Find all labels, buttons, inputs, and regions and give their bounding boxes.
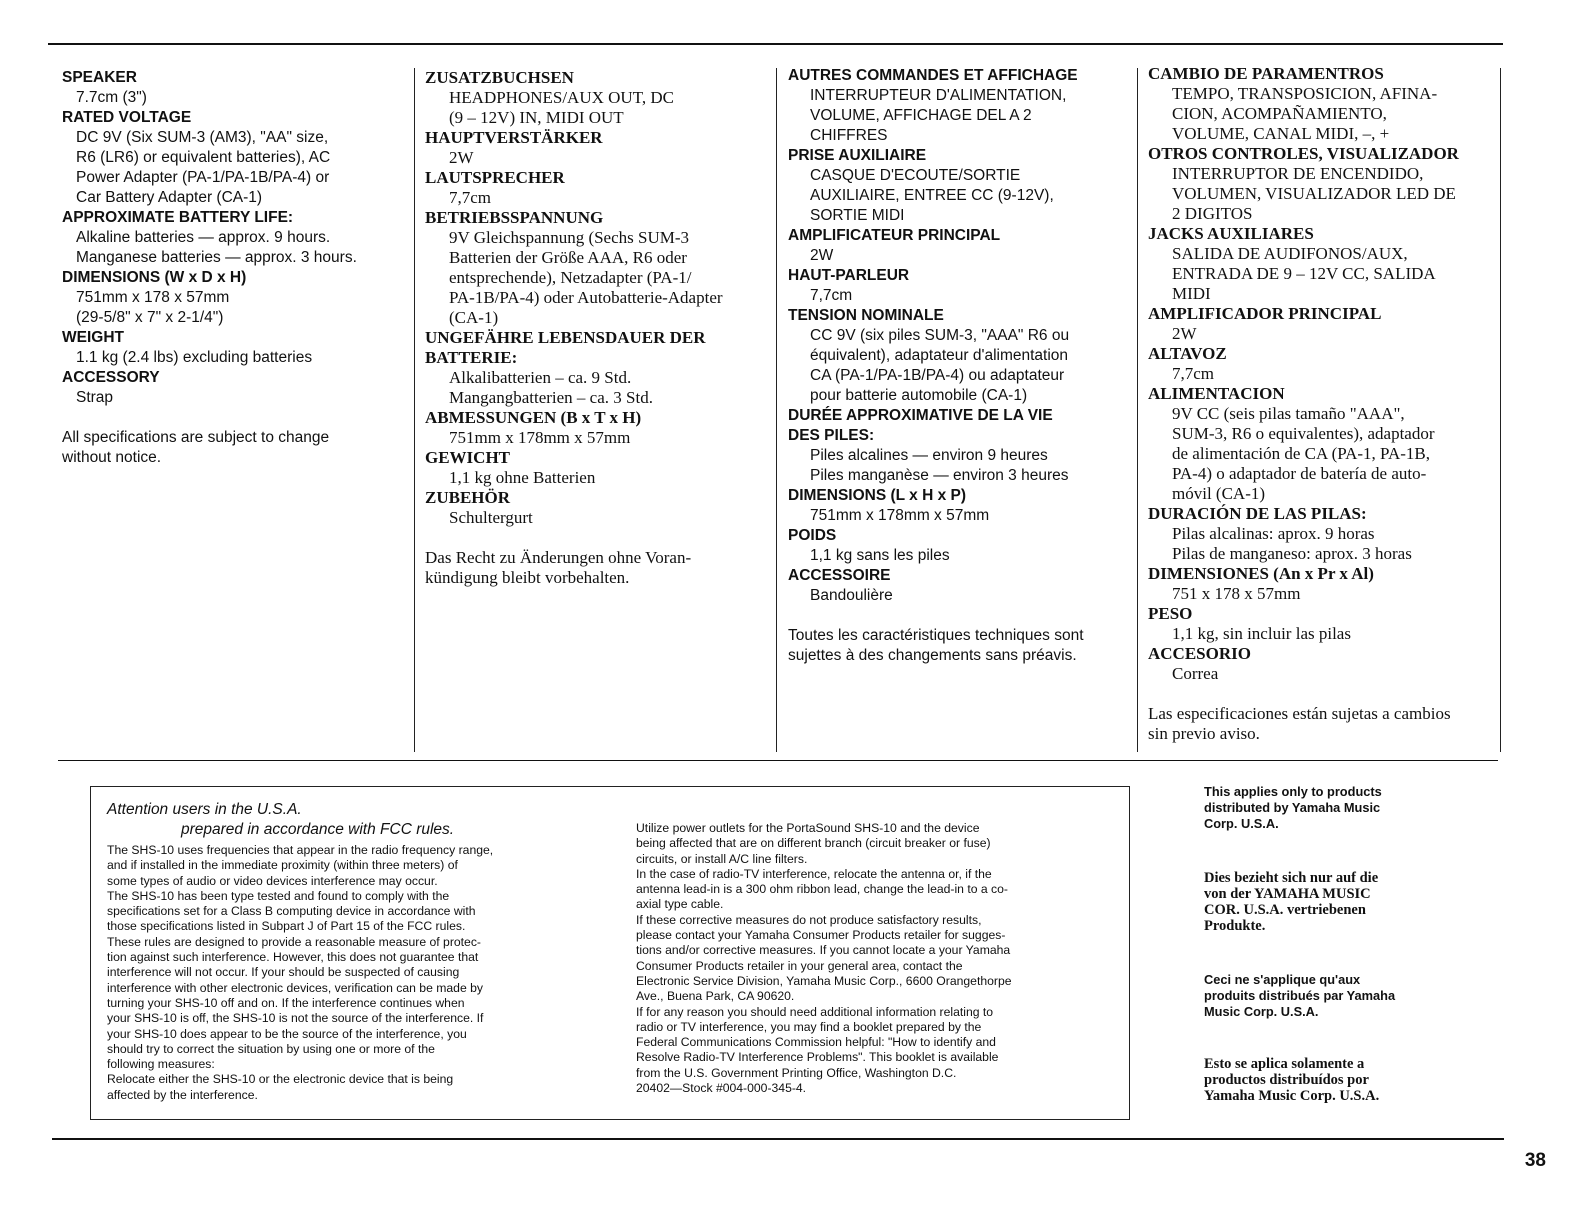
bottom-rule: [52, 1138, 1504, 1140]
spec-note: Las especificaciones están sujetas a cambios sin previo aviso.: [1148, 704, 1451, 743]
spec-entry: [1148, 504, 1500, 564]
spec-heading: TENSION NOMINALE: [788, 307, 944, 324]
spec-value: 1,1 kg sans les piles: [810, 547, 950, 564]
spec-entry: [425, 208, 775, 328]
spec-heading: RATED VOLTAGE: [62, 109, 192, 126]
spec-value: 7,7cm: [449, 188, 492, 207]
spec-entry: [425, 168, 775, 208]
spec-heading: DIMENSIONES (An x Pr x Al): [1148, 564, 1374, 583]
spec-value: 2W: [449, 148, 474, 167]
page-number: 38: [1524, 1150, 1546, 1171]
spec-value: 7.7cm (3"): [76, 89, 147, 106]
spec-heading: HAUT-PARLEUR: [788, 267, 910, 284]
spec-entry: [1148, 564, 1500, 604]
spec-value: Pilas alcalinas: aprox. 9 horas Pilas de manganeso: aprox. 3 horas: [1172, 524, 1412, 563]
column-divider-4: [1500, 68, 1501, 752]
spec-note: Das Recht zu Änderungen ohne Voran- kündigung bleibt vorbehalten.: [425, 548, 692, 587]
middle-rule: [58, 760, 1498, 761]
spec-value: Piles alcalines — environ 9 heures Piles manganèse — environ 3 heures: [810, 447, 1069, 484]
spec-value: INTERRUPTEUR D'ALIMENTATION, VOLUME, AFFICHAGE DEL A 2 CHIFFRES: [810, 87, 1067, 144]
spec-value: Alkalibatterien – ca. 9 Std. Mangangbatterien – ca. 3 Std.: [449, 368, 653, 407]
spec-entry: [62, 68, 412, 108]
spec-heading: ALIMENTACION: [1148, 384, 1285, 403]
spec-note: All specifications are subject to change without notice.: [62, 429, 330, 466]
fcc-text-left: The SHS-10 uses frequencies that appear in the radio frequency range, and if installed in the immediate proximity (within three meters) of some types of audio or video devices interference may occur. The SHS-10 has been type tested and found to comply with the specifications set for a Class B computing device in accordance with those specifications listed in Subpart J of Part 15 of the FCC rules. These rules are designed to provide a reasonable measure of protec- tion against such interference. However, this does not guarantee that interference will not occur. If your should be suspected of causing interference with other electronic devices, verification can be made by turning your SHS-10 off and on. If the interference continues when your SHS-10 is off, the SHS-10 is not the source of the interference. If your SHS-10 does appear to be the source of the interference, you should try to correct the situation by using one or more of the following measures: Relocate either the SHS-10 or the electronic device that is being affected by the interference.: [107, 843, 494, 1102]
spec-entry: [788, 146, 1133, 226]
spec-column-english: [62, 68, 412, 468]
spec-entry: [62, 328, 412, 368]
spec-entry: [425, 408, 775, 448]
spec-entry: [1148, 344, 1500, 384]
spec-value: 9V Gleichspannung (Sechs SUM-3 Batterien der Größe AAA, R6 oder entsprechende), Netzadapter (PA-1/ PA-1B/PA-4) oder Autobatterie-Adapter (CA-1): [449, 228, 723, 327]
spec-value: Schultergurt: [449, 508, 533, 527]
spec-heading: DIMENSIONS (W x D x H): [62, 269, 247, 286]
spec-column-german: [425, 68, 775, 588]
spec-entry: [788, 526, 1133, 566]
spec-entry: [425, 328, 775, 408]
spec-heading: ACCESORIO: [1148, 644, 1251, 663]
spec-heading: ACCESSORY: [62, 369, 160, 386]
spec-heading: JACKS AUXILIARES: [1148, 224, 1314, 243]
column-divider-1: [414, 68, 415, 752]
spec-entry: [425, 128, 775, 168]
spec-heading: SPEAKER: [62, 69, 137, 86]
spec-value: Strap: [76, 389, 114, 406]
spec-entry: [1148, 384, 1500, 504]
applies-note-french: Ceci ne s'applique qu'aux produits distribués par Yamaha Music Corp. U.S.A.: [1204, 972, 1396, 1019]
spec-entry: [1148, 644, 1500, 684]
spec-entry: [788, 566, 1133, 606]
spec-entry: [1148, 64, 1500, 144]
spec-value: 7,7cm: [1172, 364, 1215, 383]
spec-value: CC 9V (six piles SUM-3, "AAA" R6 ou équivalent), adaptateur d'alimentation CA (PA-1/PA-1B/PA-4) ou adaptateur pour batterie automobile (CA-1): [810, 327, 1070, 404]
fcc-subtitle: prepared in accordance with FCC rules.: [181, 821, 455, 838]
spec-value: HEADPHONES/AUX OUT, DC (9 – 12V) IN, MIDI OUT: [449, 88, 674, 127]
spec-entry: [788, 486, 1133, 526]
spec-value: INTERRUPTOR DE ENCENDIDO, VOLUMEN, VISUALIZADOR LED DE 2 DIGITOS: [1172, 164, 1456, 223]
spec-heading: PESO: [1148, 604, 1193, 623]
spec-value: 751mm x 178mm x 57mm: [810, 507, 990, 524]
applies-note-spanish: Esto se aplica solamente a productos distribuídos por Yamaha Music Corp. U.S.A.: [1204, 1056, 1380, 1104]
spec-heading: OTROS CONTROLES, VISUALIZADOR: [1148, 144, 1459, 163]
spec-heading: DIMENSIONS (L x H x P): [788, 487, 966, 504]
spec-heading: LAUTSPRECHER: [425, 168, 565, 187]
spec-value: Alkaline batteries — approx. 9 hours. Manganese batteries — approx. 3 hours.: [76, 229, 357, 266]
spec-value: 7,7cm: [810, 287, 853, 304]
spec-value: 751mm x 178mm x 57mm: [449, 428, 631, 447]
spec-value: CASQUE D'ECOUTE/SORTIE AUXILIAIRE, ENTREE CC (9-12V), SORTIE MIDI: [810, 167, 1054, 224]
spec-entry: [1148, 144, 1500, 224]
spec-entry: [425, 68, 775, 128]
spec-value: 1,1 kg ohne Batterien: [449, 468, 596, 487]
spec-entry: [1148, 604, 1500, 644]
spec-value: 9V CC (seis pilas tamaño "AAA", SUM-3, R6 o equivalentes), adaptador de alimentación de CA (PA-1, PA-1B, PA-4) o adaptador de batería de auto- móvil (CA-1): [1172, 404, 1435, 503]
spec-column-french: [788, 66, 1133, 666]
spec-entry: [788, 226, 1133, 266]
spec-value: SALIDA DE AUDIFONOS/AUX, ENTRADA DE 9 – 12V CC, SALIDA MIDI: [1172, 244, 1436, 303]
spec-heading: UNGEFÄHRE LEBENSDAUER DER BATTERIE:: [425, 328, 706, 367]
spec-entry: [425, 448, 775, 488]
spec-heading: DURACIÓN DE LAS PILAS:: [1148, 504, 1367, 523]
spec-heading: ACCESSOIRE: [788, 567, 891, 584]
spec-entry: [62, 368, 412, 408]
spec-heading: AMPLIFICADOR PRINCIPAL: [1148, 304, 1382, 323]
spec-value: DC 9V (Six SUM-3 (AM3), "AA" size, R6 (LR6) or equivalent batteries), AC Power Adapter (PA-1/PA-1B/PA-4) or Car Battery Adapter (CA-1): [76, 129, 331, 206]
spec-heading: GEWICHT: [425, 448, 511, 467]
applies-note-english: This applies only to products distributed by Yamaha Music Corp. U.S.A.: [1204, 784, 1382, 831]
spec-entry: [62, 108, 412, 208]
spec-entry: [788, 266, 1133, 306]
spec-entry: [1148, 304, 1500, 344]
fcc-notice-box: [90, 786, 1130, 1120]
spec-value: 1,1 kg, sin incluir las pilas: [1172, 624, 1351, 643]
spec-value: 751 x 178 x 57mm: [1172, 584, 1301, 603]
spec-heading: PRISE AUXILIAIRE: [788, 147, 927, 164]
column-divider-2: [776, 68, 777, 752]
spec-heading: ZUSATZBUCHSEN: [425, 68, 574, 87]
spec-column-spanish: [1148, 64, 1500, 744]
spec-entry: [62, 268, 412, 328]
spec-value: Bandoulière: [810, 587, 893, 604]
spec-value: 751mm x 178 x 57mm (29-5/8" x 7" x 2-1/4"): [76, 289, 230, 326]
spec-value: 2W: [1172, 324, 1197, 343]
spec-heading: BETRIEBSSPANNUNG: [425, 208, 604, 227]
spec-heading: ALTAVOZ: [1148, 344, 1227, 363]
column-divider-3: [1137, 68, 1138, 752]
spec-value: Correa: [1172, 664, 1219, 683]
spec-value: TEMPO, TRANSPOSICION, AFINA- CION, ACOMPAÑAMIENTO, VOLUME, CANAL MIDI, –, +: [1172, 84, 1438, 143]
spec-heading: HAUPTVERSTÄRKER: [425, 128, 603, 147]
spec-heading: AMPLIFICATEUR PRINCIPAL: [788, 227, 1001, 244]
spec-heading: DURÉE APPROXIMATIVE DE LA VIE DES PILES:: [788, 407, 1053, 444]
spec-entry: [62, 208, 412, 268]
applies-note-german: Dies bezieht sich nur auf die von der YAMAHA MUSIC COR. U.S.A. vertriebenen Produkte.: [1204, 870, 1379, 934]
spec-heading: WEIGHT: [62, 329, 124, 346]
spec-heading: POIDS: [788, 527, 837, 544]
top-rule: [48, 43, 1503, 45]
spec-heading: APPROXIMATE BATTERY LIFE:: [62, 209, 294, 226]
spec-note: Toutes les caractéristiques techniques sont sujettes à des changements sans préavis.: [788, 627, 1084, 664]
fcc-text-right: Utilize power outlets for the PortaSound SHS-10 and the device being affected that are on different branch (circuit breaker or fuse) circuits, or install A/C line filters. In the case of radio-TV interference, relocate the antenna or, if the antenna lead-in is a 300 ohm ribbon lead, change the lead-in to a co- axial type cable. If these corrective measures do not produce satisfactory results, please contact your Yamaha Consumer Products retailer for sugges- tions and/or corrective measures. If you cannot locate a your Yamaha Consumer Products retailer in your general area, contact the Electronic Service Division, Yamaha Music Corp., 6600 Orangethorpe Ave., Buena Park, CA 90620. If for any reason you should need additional information relating to radio or TV interference, you may find a booklet prepared by the Federal Communications Commission helpful: "How to identify and Resolve Radio-TV Interference Problems". This booklet is available from the U.S. Government Printing Office, Washington D.C. 20402—Stock #004-000-345-4.: [636, 821, 1012, 1096]
spec-heading: AUTRES COMMANDES ET AFFICHAGE: [788, 67, 1078, 84]
spec-entry: [788, 306, 1133, 406]
spec-entry: [425, 488, 775, 528]
spec-heading: ABMESSUNGEN (B x T x H): [425, 408, 642, 427]
spec-entry: [788, 406, 1133, 486]
spec-heading: CAMBIO DE PARAMENTROS: [1148, 64, 1384, 83]
spec-value: 1.1 kg (2.4 lbs) excluding batteries: [76, 349, 313, 366]
spec-heading: ZUBEHÖR: [425, 488, 511, 507]
spec-entry: [1148, 224, 1500, 304]
spec-value: 2W: [810, 247, 834, 264]
spec-entry: [788, 66, 1133, 146]
fcc-title: Attention users in the U.S.A.: [107, 801, 302, 818]
